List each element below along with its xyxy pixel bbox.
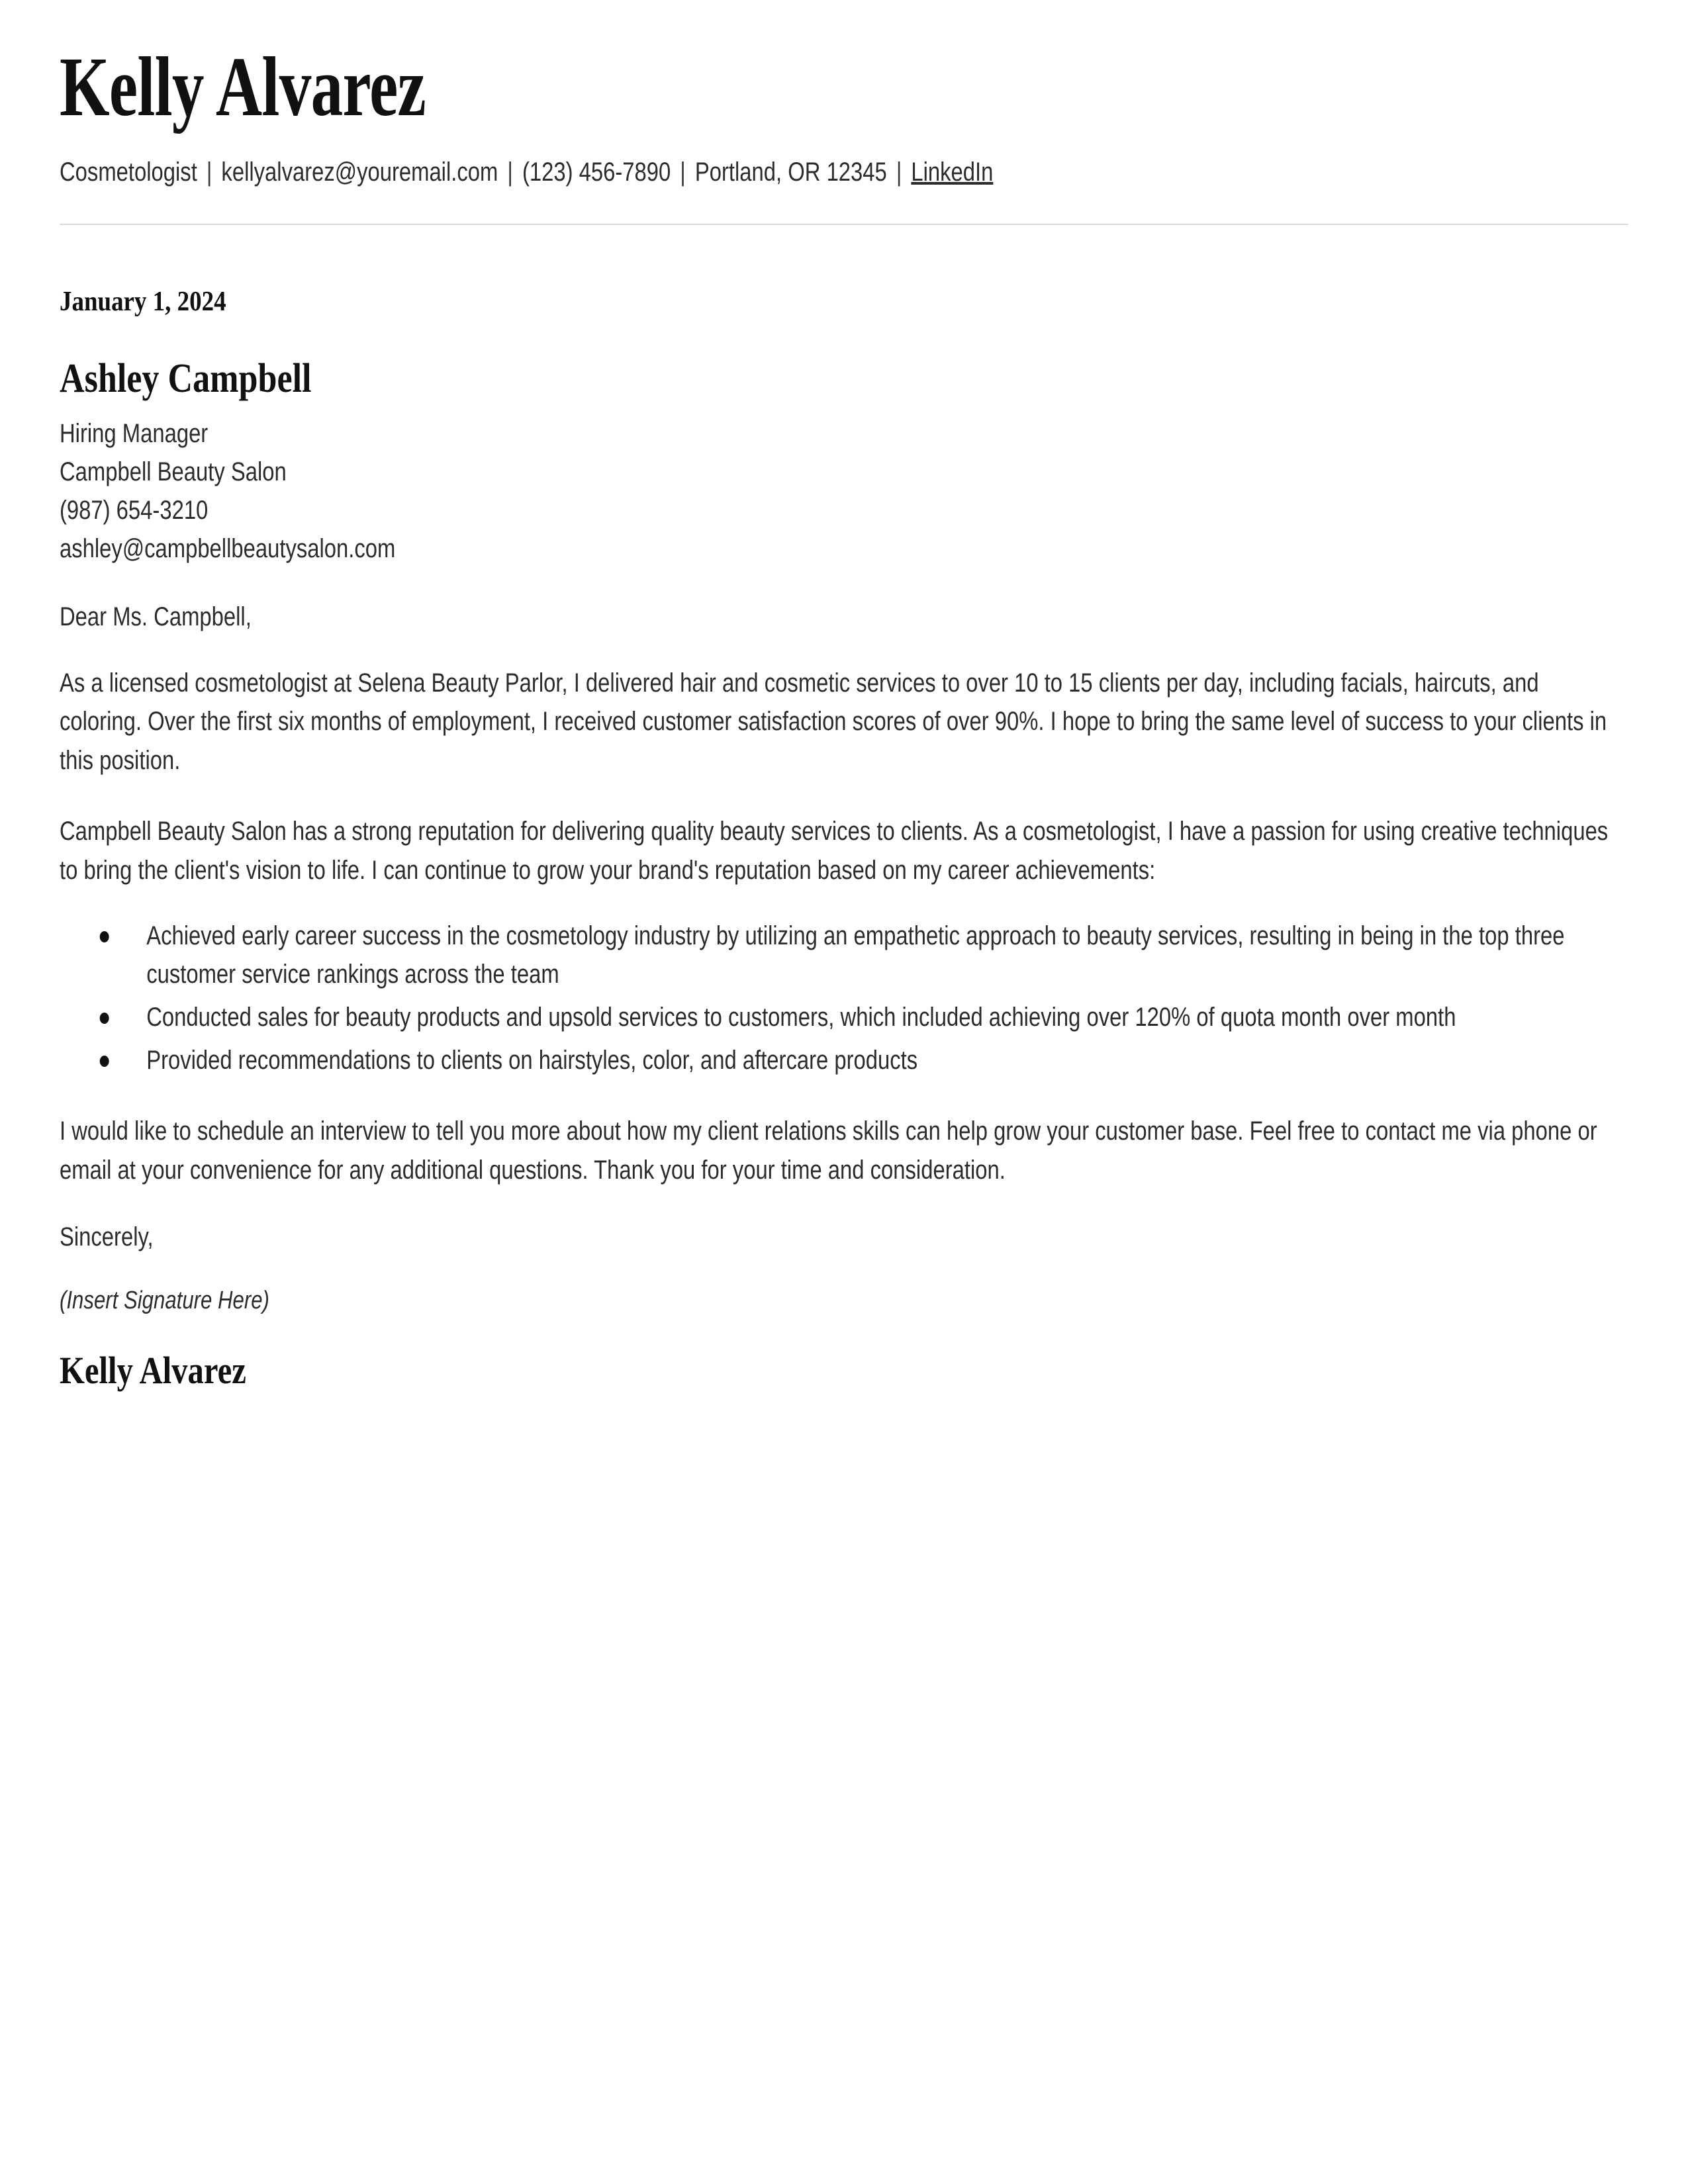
page-title: Kelly Alvarez <box>60 40 426 134</box>
list-item <box>60 1041 1612 1080</box>
contact-info-line <box>60 155 1346 189</box>
bullet-icon <box>100 1013 109 1024</box>
recipient-block <box>60 356 1509 567</box>
contact-separator-2: | <box>507 158 513 187</box>
achievements-list <box>60 917 1612 1080</box>
body-paragraph-3: I would like to schedule an interview to tell you more about how my client relations skills can help grow your customer base. Feel free to contact me via phone or email at your convenience for any additional questions. Thank you for your time and consideration. <box>60 1116 1597 1185</box>
body-paragraph-2: Campbell Beauty Salon has a strong reputation for delivering quality beauty services to clients. As a cosmetologist, I have a passion for using creative techniques to bring the client's vision to life. I can continue to grow your brand's reputation based on my career achievements: <box>60 817 1609 885</box>
recipient-name: Ashley Campbell <box>60 356 312 402</box>
closing-salutation: Sincerely, <box>60 1222 154 1252</box>
recipient-title: Hiring Manager <box>60 418 209 448</box>
letter-date: January 1, 2024 <box>60 287 226 318</box>
contact-job-title: Cosmetologist <box>60 158 197 187</box>
body-paragraph-1: As a licensed cosmetologist at Selena Beauty Parlor, I delivered hair and cosmetic services to over 10 to 15 clients per day, including facials, haircuts, and coloring. Over the first six months of employment, I received customer satisfaction scores of over 90%. I hope to bring the same level of success to your clients in this position. <box>60 668 1607 776</box>
list-item <box>60 998 1612 1037</box>
list-item-text: Provided recommendations to clients on hairstyles, color, and aftercare products <box>146 1046 918 1075</box>
linkedin-link[interactable]: LinkedIn <box>911 158 994 187</box>
contact-separator-3: | <box>680 158 686 187</box>
contact-separator-4: | <box>896 158 902 187</box>
recipient-email: ashley@campbellbeautysalon.com <box>60 533 396 563</box>
list-item <box>60 917 1612 995</box>
contact-location: Portland, OR 12345 <box>694 158 887 187</box>
bullet-icon <box>100 1056 109 1067</box>
salutation: Dear Ms. Campbell, <box>60 602 252 631</box>
recipient-company: Campbell Beauty Salon <box>60 457 287 486</box>
bullet-icon <box>100 931 109 942</box>
list-item-text: Achieved early career success in the cosmetology industry by utilizing an empathetic approach to beauty services, resulting in being in the top three customer service rankings across the team <box>146 921 1565 989</box>
recipient-phone: (987) 654-3210 <box>60 495 209 525</box>
contact-email: kellyalvarez@youremail.com <box>221 158 498 187</box>
letter-body <box>0 286 1609 1392</box>
letter-header <box>0 0 1688 225</box>
signature-placeholder: (Insert Signature Here) <box>60 1287 269 1315</box>
contact-phone: (123) 456-7890 <box>522 158 671 187</box>
contact-separator-1: | <box>206 158 212 187</box>
list-item-text: Conducted sales for beauty products and upsold services to customers, which included achieving over 120% of quota month over month <box>146 1003 1456 1032</box>
header-divider <box>60 224 1628 225</box>
signature-name: Kelly Alvarez <box>60 1349 246 1392</box>
